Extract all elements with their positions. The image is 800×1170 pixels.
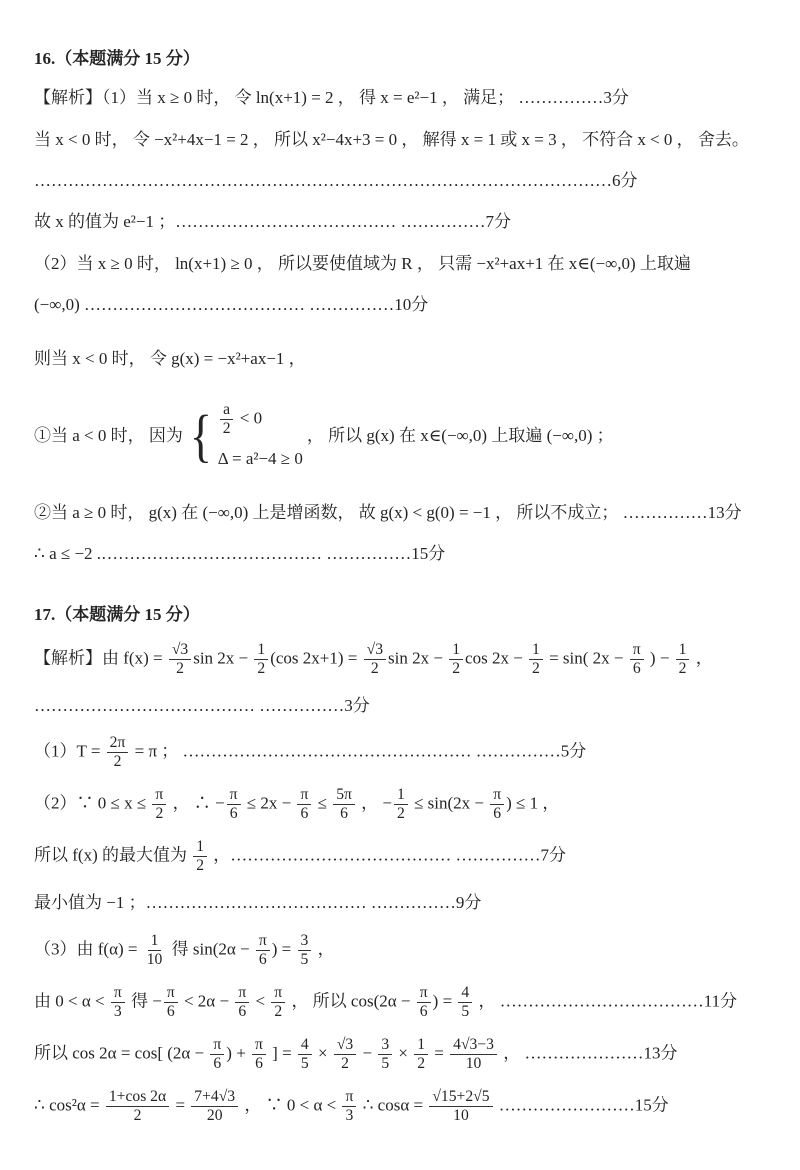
p16-step-1: 【解析】（1）当 x ≥ 0 时， 令 ln(x+1) = 2 ， 得 x = e²−1 ， 满足； ……………3分 — [34, 88, 629, 108]
problem-17-title: 17.（本题满分 15 分） — [34, 604, 200, 624]
p17-part-2-max: 所以 f(x) 的最大值为 $\frac{1}{2}$ ，………………………………… ……………7分 — [34, 838, 567, 875]
p16-step-2-score: …………………………………………………………………………………………6分 — [34, 171, 638, 191]
p16-conclusion: ∴ a ≤ −2 .………………………………… ……………15分 — [34, 544, 446, 564]
problem-16 — [34, 46, 764, 568]
p16-step-4: （2）当 x ≥ 0 时， ln(x+1) ≥ 0 ， 所以要使值域为 R ， 只需 −x²+ax+1 在 x∈(−∞,0) 上取遍 — [34, 253, 691, 273]
p17-step-1-score: ………………………………… ……………3分 — [34, 696, 370, 716]
p17-part-2-range: （2）∵ 0 ≤ x ≤ $\frac{\pi}{2}$ ， ∴ − $\frac{\pi}{6}$ ≤ 2x − $\frac{\pi}{6}$ ≤ $\frac{5\pi}{6}$ ， − $\frac{1}{2}$ ≤ sin(2x − $\frac{\pi}{6}$ ) ≤ 1 ， — [34, 786, 560, 823]
case-1-suffix: ， 所以 g(x) 在 x∈(−∞,0) 上取遍 (−∞,0) ； — [306, 426, 614, 446]
p16-step-3: 故 x 的值为 e²−1 ；………………………………… ……………7分 — [34, 212, 511, 232]
p17-part-1: （1）T = $\frac{2\pi}{2}$ = π ； …………………………………………… ……………5分 — [34, 734, 587, 771]
left-brace-icon: { — [189, 403, 212, 469]
problem-17 — [34, 602, 764, 1125]
p16-step-5: 则当 x < 0 时， 令 g(x) = −x²+ax−1 ， — [34, 349, 306, 369]
cases-rows — [218, 401, 303, 472]
case-1-condition-2: Δ = a²−4 ≥ 0 — [217, 448, 303, 468]
p16-case-1-line — [34, 401, 764, 472]
p16-step-2: 当 x < 0 时， 令 −x²+4x−1 = 2 ， 所以 x²−4x+3 = 0 ， 解得 x = 1 或 x = 3 ， 不符合 x < 0 ， 舍去。 — [34, 129, 749, 149]
p17-part-3-cos2a: 所以 cos 2α = cos[ (2α − $\frac{\pi}{6}$ ) + $\frac{\pi}{6}$ ] = $\frac{4}{5}$ × $\frac{√3}{2}$ − $\frac{3}{5}$ × $\frac{1}{2}$ = $\frac{4√3-3}{10}$ ， …………………13分 — [34, 1035, 678, 1072]
p17-part-3-cos: 由 0 < α < $\frac{\pi}{3}$ 得 − $\frac{\pi}{6}$ < 2α − $\frac{\pi}{6}$ < $\frac{\pi}{2}$ ， 所以 cos(2α − $\frac{\pi}{6}$ ) = $\frac{4}{5}$ ， ………………………………11分 — [34, 983, 738, 1020]
cases-system — [187, 401, 303, 472]
p16-case-2-line: ②当 a ≥ 0 时， g(x) 在 (−∞,0) 上是增函数， 故 g(x) < g(0) = −1 ， 所以不成立； ……………13分 — [34, 503, 742, 523]
p17-part-3-final: ∴ cos²α = $\frac{1+\cos 2\alpha}{2}$ = $\frac{7+4√3}{20}$ ， ∵ 0 < α < $\frac{\pi}{3}$ ∴ cosα = $\frac{√15+2√5}{10}$ ……………………15分 — [34, 1087, 669, 1124]
p17-step-1: 【解析】由 f(x) = $\frac{√3}{2}$ sin 2x − $\frac{1}{2}$ (cos 2x+1) = $\frac{√3}{2}$ sin 2x − $\frac{1}{2}$ cos 2x − $\frac{1}{2}$ = sin( 2x − $\frac{\pi}{6}$ ) − $\frac{1}{2}$ ， — [34, 641, 713, 678]
problem-16-title: 16.（本题满分 15 分） — [34, 49, 200, 68]
p17-part-2-min: 最小值为 −1 ；………………………………… ……………9分 — [34, 893, 482, 913]
p17-part-3-given: （3）由 f(α) = $\frac{1}{10}$ 得 sin(2α − $\frac{\pi}{6}$ ) = $\frac{3}{5}$ ， — [34, 931, 335, 968]
p16-step-4-score: (−∞,0) ………………………………… ……………10分 — [34, 295, 429, 315]
case-1-prefix: ①当 a < 0 时， 因为 — [34, 426, 183, 446]
case-1-condition-1: $\frac{a}{2}$ < 0 — [218, 401, 262, 438]
